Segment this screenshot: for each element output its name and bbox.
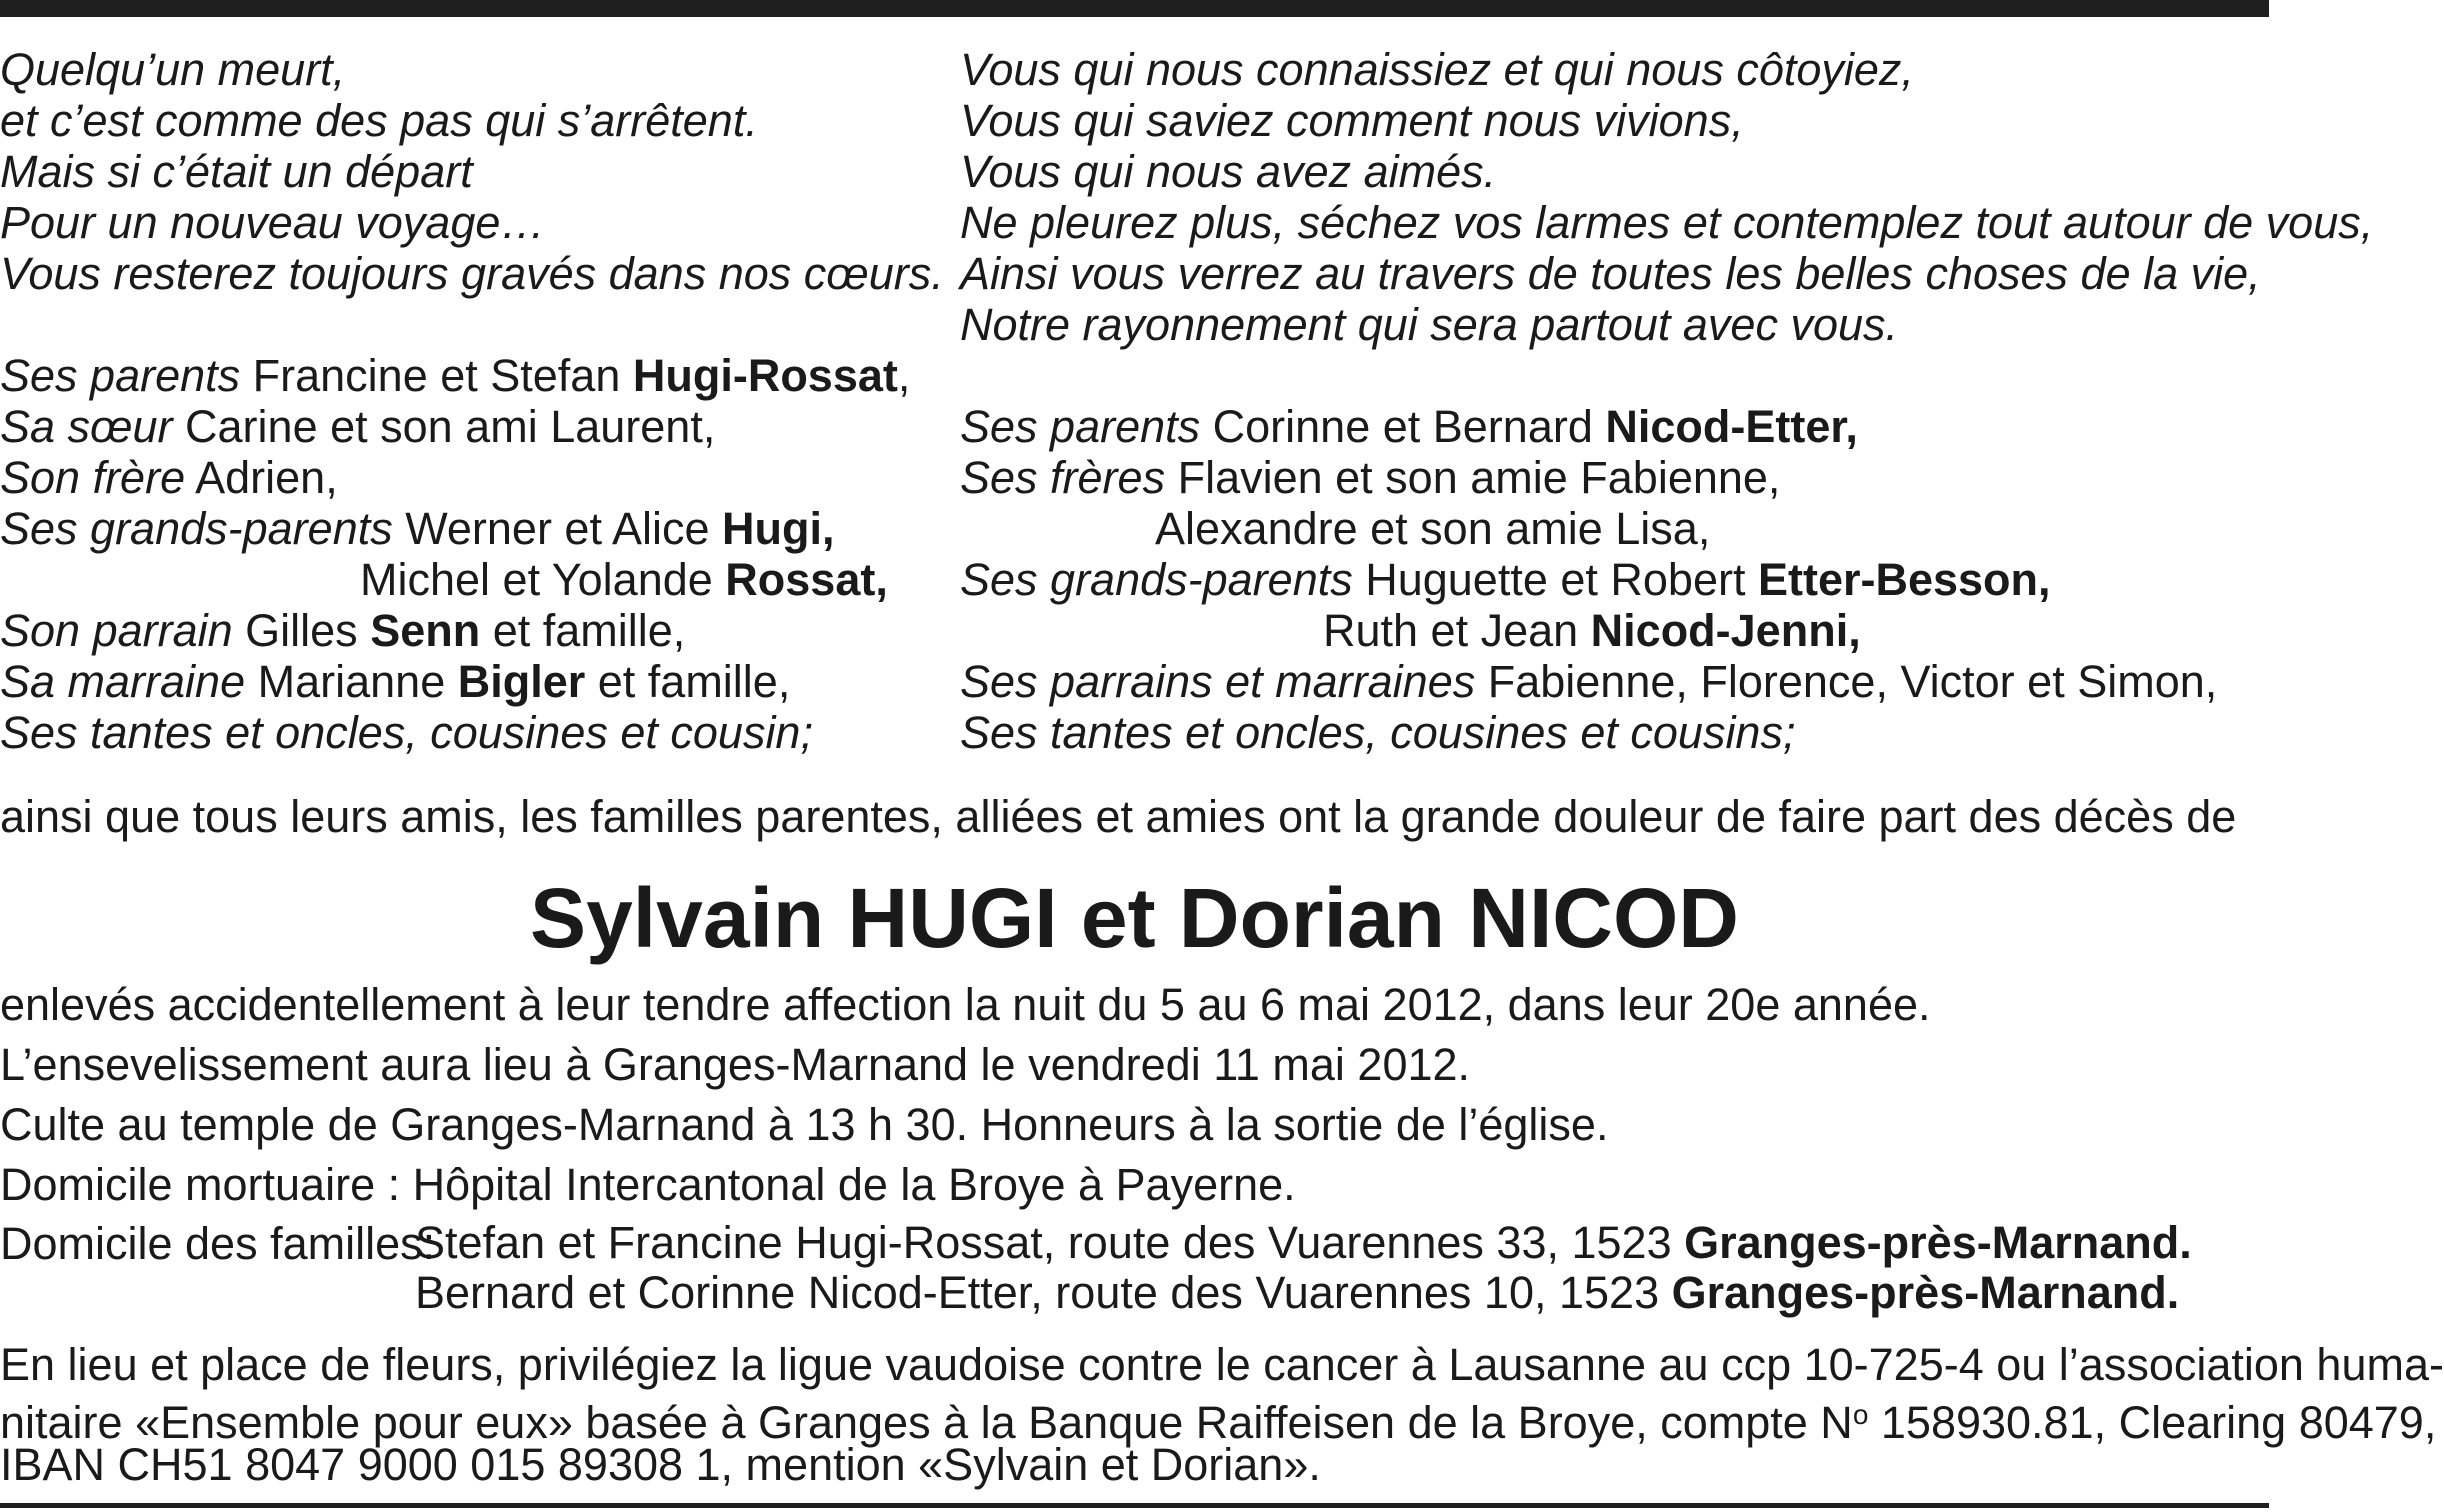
poem-line: Pour un nouveau voyage… (0, 197, 546, 248)
family-address-1: Stefan et Francine Hugi-Rossat, route des Vuarennes 33, 1523 Granges-près-Marnand. (415, 1217, 2192, 1268)
family-line-grandparents: Ses grands-parents Werner et Alice Hugi, (0, 503, 835, 554)
family-line-brothers: Ses frères Flavien et son amie Fabienne, (960, 452, 1781, 503)
poem-line: Vous qui nous connaissiez et qui nous côtoyiez, (960, 44, 1914, 95)
announcement-line: Domicile mortuaire : Hôpital Intercantonal de la Broye à Payerne. (0, 1159, 1296, 1210)
announcement-lead: ainsi que tous leurs amis, les familles parentes, alliées et amies ont la grande douleur de faire part des décès de (0, 791, 2237, 842)
family-line-godfather: Son parrain Gilles Senn et famille, (0, 605, 686, 656)
donation-line: nitaire «Ensemble pour eux» basée à Granges à la Banque Raiffeisen de la Broye, compte $N^o$ 158930.81, Clearing 80479, (0, 1397, 2437, 1448)
poem-line: Ainsi vous verrez au travers de toutes les belles choses de la vie, (960, 248, 2261, 299)
family-line-brothers-2: Alexandre et son amie Lisa, (1155, 503, 1711, 554)
donation-paragraph (0, 1339, 2444, 1490)
poem-line: Vous qui nous avez aimés. (960, 146, 1497, 197)
donation-line: IBAN CH51 8047 9000 015 89308 1, mention «Sylvain et Dorian». (0, 1439, 1321, 1490)
family-line-grandparents: Ses grands-parents Huguette et Robert Etter-Besson, (960, 554, 2051, 605)
family-line-parents: Ses parents Corinne et Bernard Nicod-Etter, (960, 401, 1858, 452)
family-line-parents: Ses parents Francine et Stefan Hugi-Rossat, (0, 350, 911, 401)
bottom-rule (0, 1503, 2269, 1508)
family-line-godmother: Sa marraine Marianne Bigler et famille, (0, 656, 791, 707)
poem-line: Ne pleurez plus, séchez vos larmes et contemplez tout autour de vous, (960, 197, 2374, 248)
announcement-line: enlevés accidentellement à leur tendre affection la nuit du 5 au 6 mai 2012, dans leur 20e année. (0, 979, 1931, 1030)
poem-line: Vous qui saviez comment nous vivions, (960, 95, 1744, 146)
deceased-names: Sylvain HUGI et Dorian NICOD (530, 871, 1739, 965)
family-line-brother: Son frère Adrien, (0, 452, 338, 503)
poem-line: Quelqu’un meurt, (0, 44, 346, 95)
family-line-godparents: Ses parrains et marraines Fabienne, Florence, Victor et Simon, (960, 656, 2218, 707)
right-column (960, 44, 2374, 758)
left-column (0, 44, 944, 758)
family-addresses (0, 1218, 2192, 1318)
announcement-line: L’ensevelissement aura lieu à Granges-Marnand le vendredi 11 mai 2012. (0, 1039, 1471, 1090)
family-line-relatives: Ses tantes et oncles, cousines et cousins; (960, 707, 1796, 758)
family-line-sister: Sa sœur Carine et son ami Laurent, (0, 401, 716, 452)
poem-line: Mais si c’était un départ (0, 146, 473, 197)
poem-line: Vous resterez toujours gravés dans nos cœurs. (0, 248, 944, 299)
top-rule (0, 0, 2269, 17)
family-line-grandparents-2: Michel et Yolande Rossat, (360, 554, 888, 605)
poem-line: Notre rayonnement qui sera partout avec vous. (960, 299, 1899, 350)
announcement-line: Culte au temple de Granges-Marnand à 13 h 30. Honneurs à la sortie de l’église. (0, 1099, 1609, 1150)
poem-line: et c’est comme des pas qui s’arrêtent. (0, 95, 758, 146)
family-address-2: Bernard et Corinne Nicod-Etter, route des Vuarennes 10, 1523 Granges-près-Marnand. (415, 1267, 2180, 1318)
donation-line: En lieu et place de fleurs, privilégiez la ligue vaudoise contre le cancer à Lausanne au ccp 10-725-4 ou l’association huma- (0, 1339, 2444, 1390)
family-line-relatives: Ses tantes et oncles, cousines et cousin; (0, 707, 813, 758)
announcement-body (0, 978, 2192, 1318)
family-line-grandparents-2: Ruth et Jean Nicod-Jenni, (1323, 605, 1861, 656)
family-addresses-label: Domicile des familles: (0, 1218, 436, 1269)
